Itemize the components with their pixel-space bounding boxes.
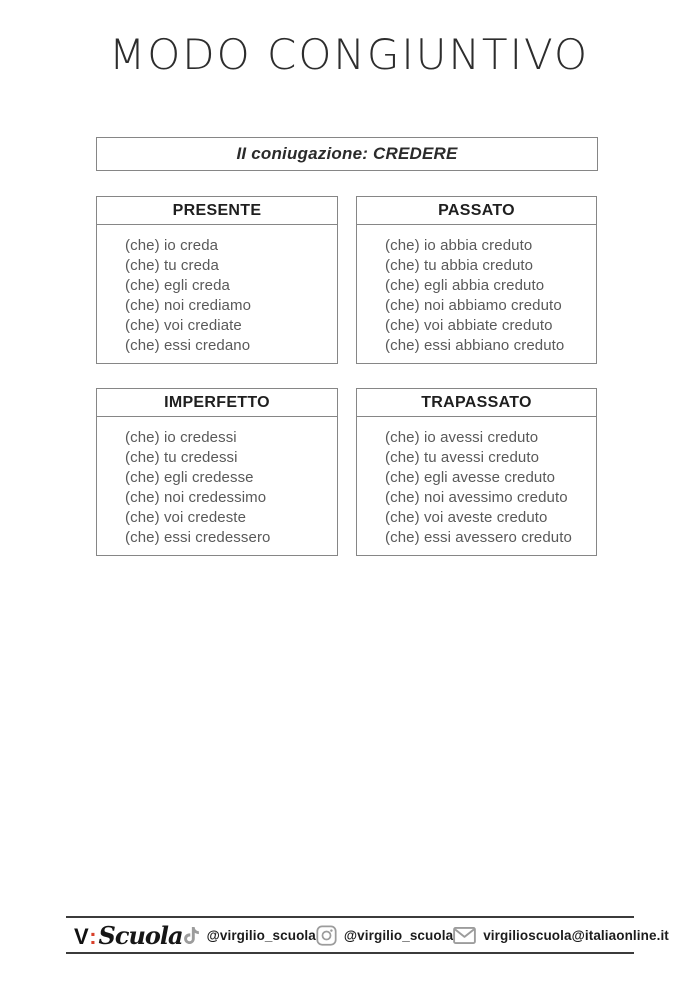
conjugation-line: (che) io abbia creduto xyxy=(385,237,533,254)
conjugation-line: (che) io avessi creduto xyxy=(385,429,539,446)
conjugation-line: (che) tu abbia creduto xyxy=(385,257,534,274)
conjugation-line: (che) essi credano xyxy=(125,337,251,354)
instagram-item xyxy=(316,925,453,946)
conjugation-line: (che) voi abbiate creduto xyxy=(385,317,553,334)
instagram-icon xyxy=(316,925,337,946)
vscuola-logo xyxy=(74,921,183,950)
conjugation-line: (che) egli avesse creduto xyxy=(385,469,556,486)
logo-scuola-script: Scuola xyxy=(98,920,183,950)
presente-header: PRESENTE xyxy=(97,197,337,225)
conjugation-line: (che) egli creda xyxy=(125,277,230,294)
tiktok-handle: @virgilio_scuola xyxy=(206,927,316,943)
passato-box xyxy=(356,196,597,364)
trapassato-body xyxy=(357,417,596,548)
email-address: virgilioscuola@italiaonline.it xyxy=(483,927,669,943)
conjugation-line: (che) voi crediate xyxy=(125,317,242,334)
conjugation-line: (che) noi credessimo xyxy=(125,489,267,506)
imperfetto-box xyxy=(96,388,338,556)
conjugation-line: (che) tu credessi xyxy=(125,449,238,466)
footer-bottom-rule xyxy=(66,952,634,954)
conjugation-line: (che) tu avessi creduto xyxy=(385,449,540,466)
footer xyxy=(66,918,669,952)
page-title: MODO CONGIUNTIVO xyxy=(108,30,590,79)
imperfetto-header: IMPERFETTO xyxy=(97,389,337,417)
conjugation-line: (che) noi crediamo xyxy=(125,297,252,314)
passato-body xyxy=(357,225,596,356)
trapassato-header: TRAPASSATO xyxy=(357,389,596,417)
conjugation-line: (che) essi abbiano creduto xyxy=(385,337,565,354)
imperfetto-body xyxy=(97,417,337,548)
instagram-handle: @virgilio_scuola xyxy=(343,927,454,943)
conjugation-line: (che) voi credeste xyxy=(125,509,247,526)
logo-colon: : xyxy=(89,923,97,949)
logo-letter-v: V xyxy=(74,923,89,949)
tiktok-icon xyxy=(183,926,200,945)
conjugation-line: (che) essi avessero creduto xyxy=(385,529,572,546)
email-item xyxy=(453,927,669,944)
presente-body xyxy=(97,225,337,356)
conjugation-line: (che) io credessi xyxy=(125,429,237,446)
conjugation-line: (che) noi abbiamo creduto xyxy=(385,297,562,314)
conjugation-line: (che) voi aveste creduto xyxy=(385,509,548,526)
tiktok-item xyxy=(183,926,316,945)
conjugation-line: (che) io creda xyxy=(125,237,219,254)
conjugation-line: (che) tu creda xyxy=(125,257,219,274)
trapassato-box xyxy=(356,388,597,556)
conjugation-line: (che) essi credessero xyxy=(125,529,271,546)
conjugation-line: (che) noi avessimo creduto xyxy=(385,489,568,506)
envelope-icon xyxy=(453,927,476,944)
conjugation-title-box xyxy=(96,137,598,171)
passato-header: PASSATO xyxy=(357,197,596,225)
conjugation-line: (che) egli credesse xyxy=(125,469,254,486)
presente-box xyxy=(96,196,338,364)
conjugation-title: II coniugazione: CREDERE xyxy=(236,144,458,163)
conjugation-line: (che) egli abbia creduto xyxy=(385,277,545,294)
